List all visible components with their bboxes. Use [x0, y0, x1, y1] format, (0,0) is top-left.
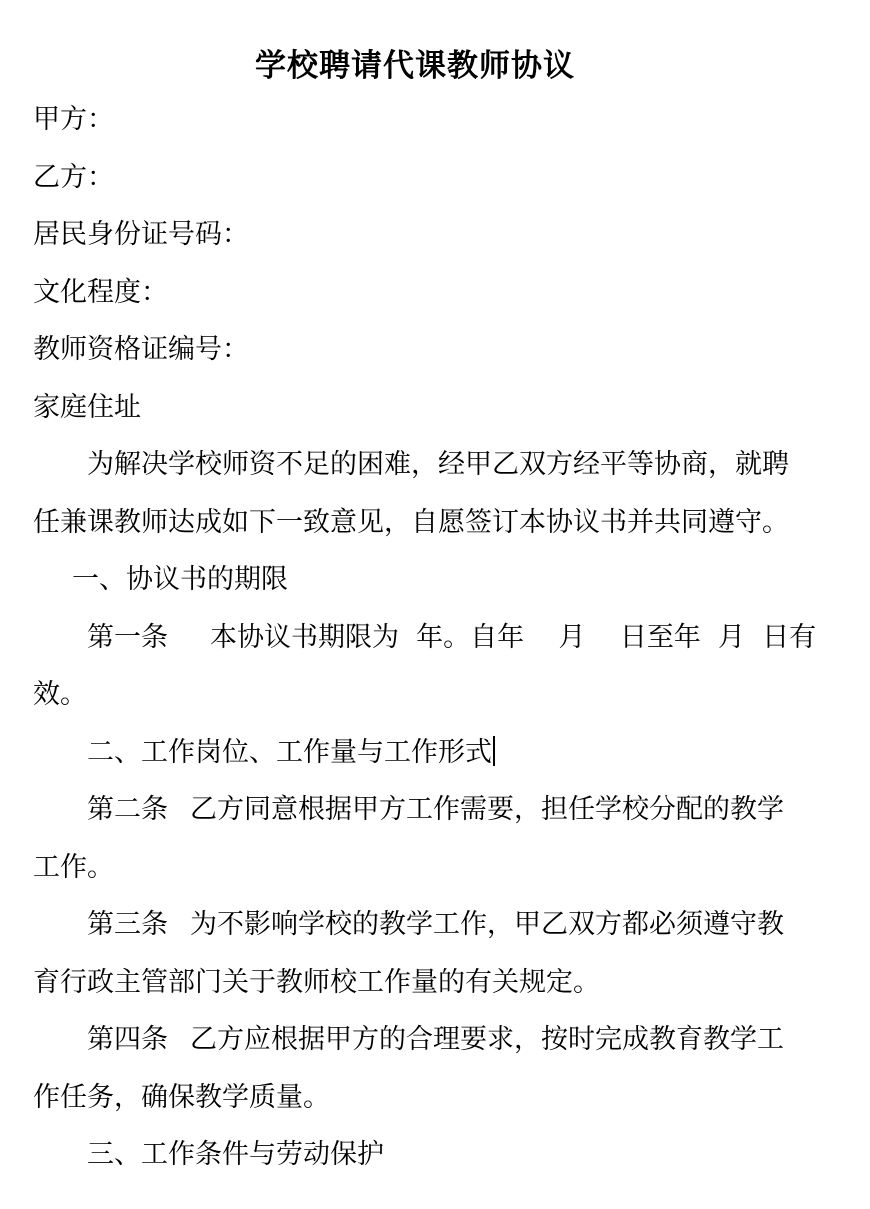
field-party-a: 甲方： [33, 104, 114, 135]
field-id-number: 居民身份证号码： [33, 219, 249, 250]
article-2-line-2: 工作。 [33, 852, 114, 883]
text-cursor [493, 736, 495, 766]
article-1-label: 第一条 [87, 622, 168, 653]
document-title: 学校聘请代课教师协议 [255, 48, 575, 84]
section-heading-work-text: 二、工作岗位、工作量与工作形式 [87, 737, 492, 768]
article-3-line-2: 育行政主管部门关于教师校工作量的有关规定。 [33, 967, 600, 998]
article-4-text: 乙方应根据甲方的合理要求，按时完成教育教学工 [190, 1024, 784, 1055]
article-4-line-1 [87, 1023, 784, 1057]
section-heading-work [87, 736, 495, 770]
article-3-text: 为不影响学校的教学工作，甲乙双方都必须遵守教 [190, 909, 784, 940]
section-heading-conditions: 三、工作条件与劳动保护 [87, 1139, 384, 1170]
article-1-line-1 [87, 621, 816, 655]
article-4-line-2: 作任务，确保教学质量。 [33, 1082, 330, 1113]
field-education: 文化程度： [33, 277, 168, 308]
article-2-label: 第二条 [87, 794, 168, 825]
intro-line-2: 任兼课教师达成如下一致意见，自愿签订本协议书并共同遵守。 [33, 507, 789, 538]
section-heading-term: 一、协议书的期限 [72, 564, 288, 595]
field-teacher-cert: 教师资格证编号： [33, 334, 249, 365]
article-1-line-2: 效。 [33, 679, 87, 710]
intro-line-1: 为解决学校师资不足的困难，经甲乙双方经平等协商，就聘 [87, 449, 789, 480]
field-party-b: 乙方： [33, 162, 114, 193]
article-2-text: 乙方同意根据甲方工作需要，担任学校分配的教学 [190, 794, 784, 825]
article-3-line-1 [87, 908, 784, 942]
field-home-address: 家庭住址 [33, 392, 141, 423]
article-2-line-1 [87, 793, 784, 827]
article-1-text: 本协议书期限为 年。自年 月 日至年 月 日有 [210, 622, 817, 653]
article-3-label: 第三条 [87, 909, 168, 940]
article-4-label: 第四条 [87, 1024, 168, 1055]
